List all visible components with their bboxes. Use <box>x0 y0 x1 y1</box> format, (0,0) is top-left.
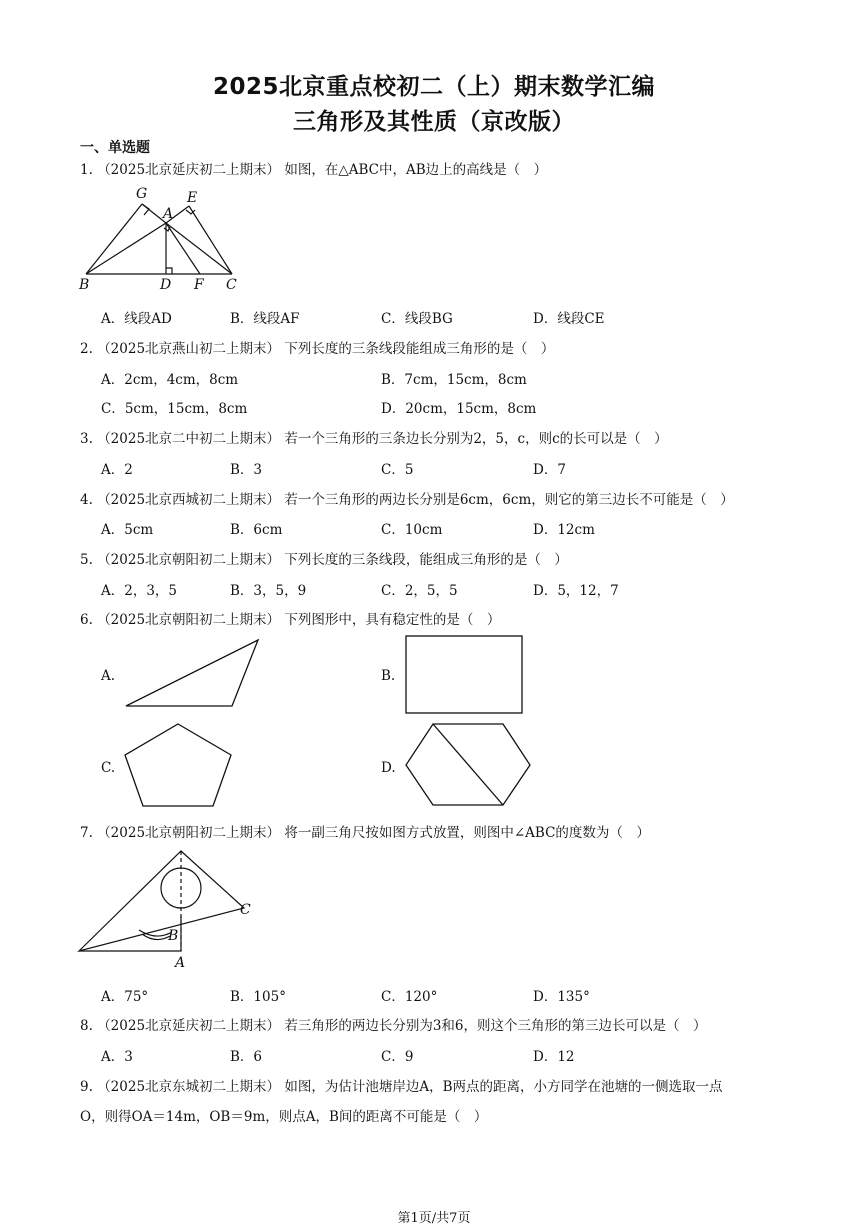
option-a[interactable]: A．2 <box>101 462 133 478</box>
question-text: 下列长度的三条线段，能组成三角形的是（ ） <box>284 552 568 568</box>
option-d[interactable]: D. <box>381 760 396 776</box>
option-a-triangle-figure[interactable] <box>124 638 264 710</box>
question-source: （2025北京延庆初二上期末） <box>97 162 281 178</box>
question-1-figure <box>74 182 254 294</box>
option-b[interactable]: B．3 <box>230 462 263 478</box>
question-4 <box>80 488 734 508</box>
question-text: 若一个三角形的三条边长分别为2，5，c，则c的长可以是（ ） <box>284 431 668 447</box>
question-text: 将一副三角尺按如图方式放置，则图中∠ABC的度数为（ ） <box>284 825 650 841</box>
question-number: 1. <box>80 162 93 178</box>
set-squares-diagram <box>74 846 264 970</box>
question-number: 2. <box>80 341 93 357</box>
question-text: 如图，为估计池塘岸边A，B两点的距离，小方同学在池塘的一侧选取一点 <box>284 1079 723 1095</box>
label-A: A <box>175 955 186 970</box>
page-title-line2: 三角形及其性质（京改版） <box>293 109 575 135</box>
question-source: （2025北京西城初二上期末） <box>97 492 281 508</box>
question-source: （2025北京朝阳初二上期末） <box>97 612 281 628</box>
question-text-continued: O，则得OA＝14m，OB＝9m，则点A，B间的距离不可能是（ ） <box>80 1109 488 1125</box>
question-number: 6. <box>80 612 93 628</box>
option-b[interactable]: B．6 <box>230 1049 263 1065</box>
option-b[interactable]: B．3，5，9 <box>230 583 307 599</box>
label-B: B <box>168 928 179 944</box>
question-text: 下列图形中，具有稳定性的是（ ） <box>284 612 501 628</box>
question-2 <box>80 337 554 357</box>
label-G: G <box>136 186 148 202</box>
option-d[interactable]: D．5，12，7 <box>533 583 619 599</box>
question-text: 若一个三角形的两边长分别是6cm，6cm，则它的第三边长不可能是（ ） <box>284 492 734 508</box>
option-b[interactable]: B．线段AF <box>230 311 300 327</box>
question-text: 下列长度的三条线段能组成三角形的是（ ） <box>284 341 555 357</box>
triangle-altitude-diagram <box>74 182 254 294</box>
option-d[interactable]: D．12cm <box>533 522 595 538</box>
hexagon-with-diagonal-shape <box>404 722 534 808</box>
question-6 <box>80 608 500 628</box>
option-c[interactable]: C．2，5，5 <box>381 583 458 599</box>
option-a[interactable]: A．2cm，4cm，8cm <box>101 372 239 388</box>
question-7 <box>80 821 650 841</box>
question-1 <box>80 158 547 178</box>
label-E: E <box>187 190 198 206</box>
option-b[interactable]: B. <box>381 668 396 684</box>
question-9 <box>80 1075 723 1095</box>
option-b[interactable]: B．105° <box>230 989 286 1005</box>
question-number: 9. <box>80 1079 93 1095</box>
section-heading: 一、单选题 <box>80 140 150 156</box>
option-a[interactable]: A．75° <box>101 989 149 1005</box>
question-8 <box>80 1014 707 1034</box>
option-b[interactable]: B．6cm <box>230 522 283 538</box>
label-C: C <box>240 902 251 918</box>
option-c[interactable]: C．5 <box>381 462 414 478</box>
question-text: 如图，在△ABC中，AB边上的高线是（ ） <box>284 162 548 178</box>
question-source: （2025北京东城初二上期末） <box>97 1079 281 1095</box>
option-a[interactable]: A．5cm <box>101 522 154 538</box>
question-number: 3. <box>80 431 93 447</box>
label-F: F <box>194 277 204 293</box>
question-7-figure <box>74 846 264 970</box>
label-C: C <box>226 277 237 293</box>
option-a[interactable]: A．3 <box>101 1049 133 1065</box>
page-title-line1: 2025北京重点校初二（上）期末数学汇编 <box>212 74 655 100</box>
question-number: 8. <box>80 1018 93 1034</box>
option-a[interactable]: A．线段AD <box>101 311 172 327</box>
page-footer: 第1页/共7页 <box>397 1211 471 1226</box>
option-c-pentagon-figure[interactable] <box>122 722 234 810</box>
option-c[interactable]: C．5cm，15cm，8cm <box>101 401 248 417</box>
question-source: （2025北京延庆初二上期末） <box>97 1018 281 1034</box>
question-source: （2025北京朝阳初二上期末） <box>97 825 281 841</box>
question-number: 4. <box>80 492 93 508</box>
question-9-line2 <box>80 1105 487 1125</box>
option-b-rectangle-figure[interactable] <box>404 634 526 716</box>
question-source: （2025北京朝阳初二上期末） <box>97 552 281 568</box>
question-text: 若三角形的两边长分别为3和6，则这个三角形的第三边长可以是（ ） <box>284 1018 707 1034</box>
option-c[interactable]: C．120° <box>381 989 438 1005</box>
option-a[interactable]: A. <box>101 668 116 684</box>
rectangle-shape <box>404 634 526 716</box>
question-number: 5. <box>80 552 93 568</box>
option-d[interactable]: D．线段CE <box>533 311 605 327</box>
question-number: 7. <box>80 825 93 841</box>
question-source: （2025北京二中初二上期末） <box>97 431 281 447</box>
option-b[interactable]: B．7cm，15cm，8cm <box>381 372 527 388</box>
option-c[interactable]: C．9 <box>381 1049 414 1065</box>
question-5 <box>80 548 568 568</box>
question-source: （2025北京燕山初二上期末） <box>97 341 281 357</box>
option-d[interactable]: D．135° <box>533 989 590 1005</box>
option-d[interactable]: D．7 <box>533 462 566 478</box>
option-a[interactable]: A．2，3，5 <box>101 583 178 599</box>
option-d[interactable]: D．20cm，15cm，8cm <box>381 401 537 417</box>
triangle-shape <box>124 638 264 710</box>
option-c[interactable]: C. <box>101 760 116 776</box>
option-c[interactable]: C．线段BG <box>381 311 453 327</box>
label-A: A <box>163 206 174 222</box>
option-c[interactable]: C．10cm <box>381 522 443 538</box>
label-D: D <box>160 277 172 293</box>
question-3 <box>80 427 668 447</box>
pentagon-shape <box>122 722 234 810</box>
label-B: B <box>79 277 90 293</box>
option-d-hexagon-figure[interactable] <box>404 722 534 808</box>
option-d[interactable]: D．12 <box>533 1049 575 1065</box>
